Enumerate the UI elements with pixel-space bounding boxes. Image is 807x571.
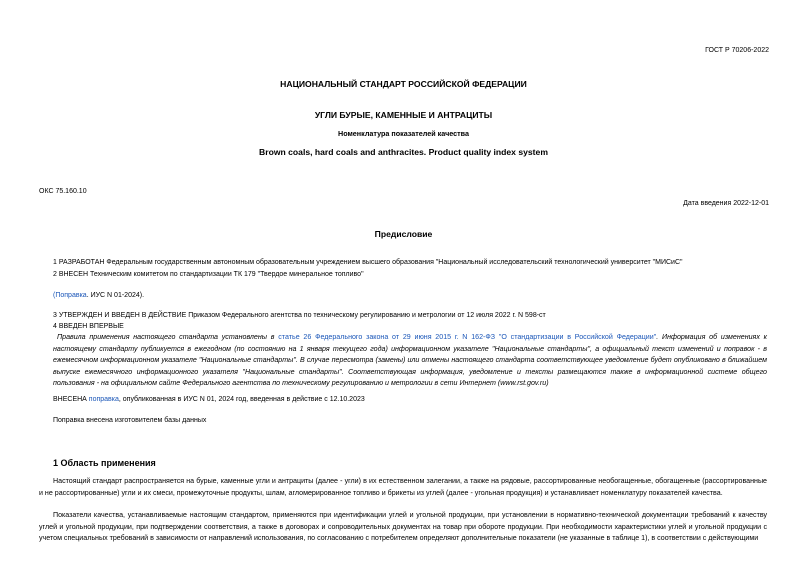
amendment-note-link[interactable]: поправка (88, 396, 119, 403)
section-1-paragraph-2: Показатели качества, устанавливаемые настоящим стандартом, применяются при идентификации углей и угольной продукции, при установлении в нормативно-технической документации требований к качеству углей и угольной продукции, при подтверждении соответствия, а также в договорах и сопроводительных документах на товар при обороте продукции. При необходимости характеристики углей и угольной продукции с учетом специальных требований в зависимости от направлений использования, по согласованию с потребителем определяют дополнительные показатели (не указанные в таблице 1), в соответствии с действующими (39, 511, 767, 542)
section-1-paragraph-1: Настоящий стандарт распространяется на бурые, каменные угли и антрациты (далее - угли) в их естественном залегании, а также на рядовые, рассортированные необогащенные, обогащенные (рассортированные и не рассортированные) угли и их смеси, промежуточные продукты, шлам, агломерированное топливо и брикеты из углей (далее - угольная продукция) и устанавливает номенклатуру показателей качества. (39, 477, 767, 497)
document-title-english: Brown coals, hard coals and anthracites. Product quality index system (259, 147, 548, 157)
foreword-item-4: 4 ВВЕДЕН ВПЕРВЫЕ (53, 323, 124, 330)
amendment-note-text: , опубликованная в ИУС N 01, 2024 год, введенная в действие с 12.10.2023 (118, 396, 365, 403)
rules-text-2: . Информация об изменениях к настоящему стандарту публикуется в ежегодном (по состоянию на 1 января текущего года) информационном указателе "Национальные стандарты", а официальный текст изменений и поправок - в ежемесячном информационном указателе "Национальные стандарты". В случае пересмотра (замены) или отмены настоящего стандарта соответствующее уведомление будет опубликовано в ближайшем выпуске ежемесячного информационного указателя "Национальные стандарты". Соответствующая информация, уведомление и тексты размещаются также в информационной системе общего пользования - на официальном сайте Федерального агентства по техническому регулированию и метрологии в сети Интернет (www.rst.gov.ru) (53, 333, 767, 387)
document-code: ГОСТ Р 70206-2022 (705, 47, 769, 54)
item-2-text: Техническим комитетом по стандартизации ТК 179 "Твердое минеральное топливо" (88, 271, 364, 278)
oks-code: ОКС 75.160.10 (39, 188, 87, 195)
federal-law-link[interactable]: статье 26 Федерального закона от 29 июня 2015 г. N 162-ФЗ "О стандартизации в Российской Федерации" (278, 333, 657, 341)
amendment-note-prefix: ВНЕСЕНА (53, 396, 89, 403)
database-amendment-note: Поправка внесена изготовителем базы данных (53, 417, 207, 424)
amendment-link[interactable]: Поправка (55, 292, 87, 299)
document-subtitle: Номенклатура показателей качества (338, 129, 469, 138)
amendment-reference (53, 292, 144, 299)
foreword-item-3 (53, 312, 546, 319)
application-rules-paragraph (53, 332, 767, 390)
foreword-item-2 (53, 271, 364, 278)
introduction-date: Дата введения 2022-12-01 (683, 200, 769, 207)
item-3-prefix: 3 УТВЕРЖДЕН И ВВЕДЕН В ДЕЙСТВИЕ (53, 312, 187, 319)
item-1-prefix: 1 РАЗРАБОТАН (53, 259, 105, 266)
item-2-prefix: 2 ВНЕСЕН (53, 271, 89, 278)
amendment-reference-text: . ИУС N 01-2024). (86, 292, 145, 299)
foreword-item-1 (53, 259, 683, 266)
rules-text-1: Правила применения настоящего стандарта установлены в (57, 333, 279, 341)
section-1-heading: 1 Область применения (53, 458, 156, 468)
item-3-text: Приказом Федерального агентства по техническому регулированию и метрологии от 12 июля 2022 г. N 598-ст (186, 312, 546, 319)
item-1-text: Федеральным государственным автономным образовательным учреждением высшего образования "Национальный исследовательский технологический университет "МИСиС" (104, 259, 683, 266)
amendment-note (53, 396, 365, 403)
document-title: УГЛИ БУРЫЕ, КАМЕННЫЕ И АНТРАЦИТЫ (314, 110, 493, 120)
amendment-open: ( (53, 292, 56, 299)
foreword-heading: Предисловие (374, 229, 433, 239)
standard-title: НАЦИОНАЛЬНЫЙ СТАНДАРТ РОССИЙСКОЙ ФЕДЕРАЦИИ (280, 79, 527, 89)
